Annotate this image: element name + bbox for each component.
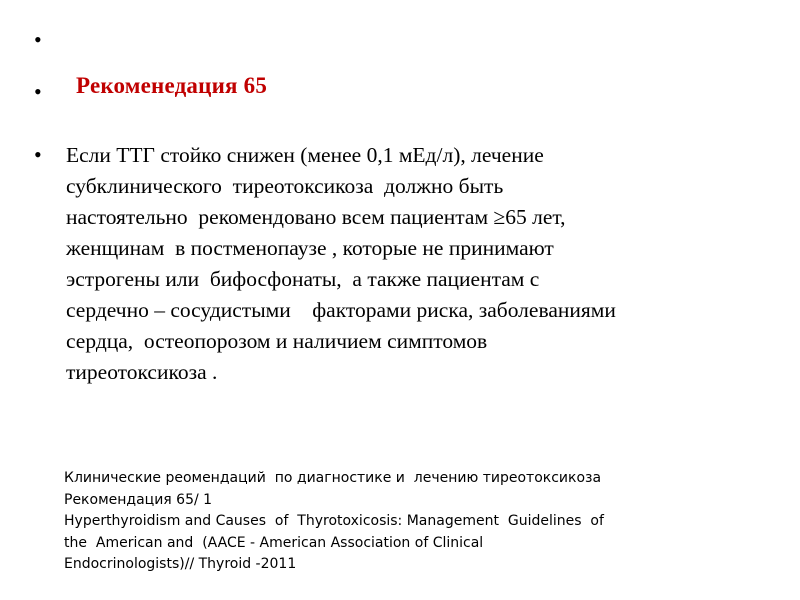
reference-line: Рекомендация 65/ 1 [64, 491, 213, 508]
body-line: Если ТТГ стойко снижен (менее 0,1 мЕд/л), лечение [66, 143, 544, 167]
body-line: сердца, остеопорозом и наличием симптомов [66, 329, 488, 353]
bullet-list [32, 22, 772, 388]
bullet-marker: • [34, 142, 42, 167]
reference-line: Клинические реомендаций по диагностике и лечению тиреотоксикоза [64, 470, 602, 486]
reference-citation [64, 468, 764, 576]
reference-line: Hyperthyroidism and Causes of Thyrotoxicosis: Management Guidelines of [64, 513, 604, 529]
bullet-marker: • [34, 27, 42, 52]
body-line: сердечно – сосудистыми факторами риска, заболеваниями [66, 298, 616, 322]
body-line: субклинического тиреотоксикоза должно быть [66, 174, 504, 198]
recommendation-text [66, 140, 756, 388]
body-bullet-item [32, 140, 772, 388]
title-bullet-item [32, 68, 772, 128]
bullet-marker: • [34, 79, 42, 104]
recommendation-title: Рекоменедация 65 [76, 73, 268, 98]
empty-bullet-item [32, 22, 772, 56]
body-line: тиреотоксикоза . [66, 360, 218, 384]
body-line: настоятельно рекомендовано всем пациентам ≥65 лет, [66, 205, 566, 229]
reference-line: Endocrinologists)// Thyroid -2011 [64, 556, 297, 572]
reference-line: the American and (AACE - American Association of Clinical [64, 534, 484, 551]
body-line: женщинам в постменопаузе , которые не принимают [66, 236, 554, 260]
body-line: эстрогены или бифосфонаты, а также пациентам с [66, 267, 540, 291]
